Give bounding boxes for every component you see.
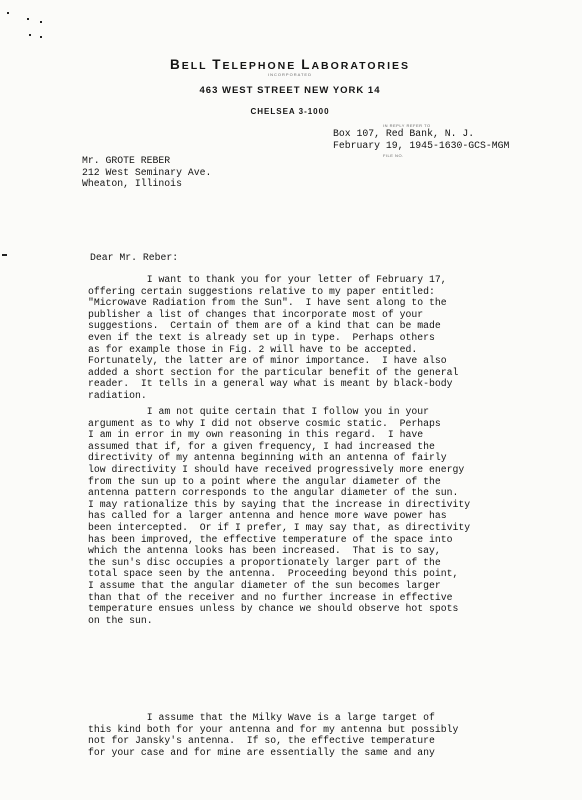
reference-location: Box 107, Red Bank, N. J.: [333, 128, 475, 139]
text-line: than that of the receiver and no further increase in effective: [88, 591, 453, 603]
text-line: I am not quite certain that I follow you in your: [88, 406, 429, 417]
text-line: from the sun up to a point where the angular diameter of the: [88, 475, 441, 487]
scan-speck: [27, 18, 29, 20]
text-line: this kind both for your antenna and for my antenna but possibly: [88, 723, 459, 735]
paragraph-1: [88, 274, 458, 402]
text-line: radiation.: [88, 389, 147, 401]
addressee-line: Mr. GROTE REBER: [82, 155, 171, 166]
addressee-block: [82, 155, 211, 190]
scan-speck: [2, 254, 7, 256]
text-line: directivity of my antenna beginning with an antenna of fairly: [88, 452, 447, 464]
text-line: Fortunately, the latter are of minor importance. I have also: [88, 355, 447, 367]
company-address: 463 WEST STREET NEW YORK 14: [199, 85, 381, 96]
text-line: offering certain suggestions relative to my paper entitled:: [88, 285, 435, 297]
company-phone: CHELSEA 3-1000: [250, 107, 330, 116]
text-line: has been improved, the effective temperature of the space into: [88, 533, 453, 545]
company-name: BELL TELEPHONE LABORATORIES: [169, 57, 411, 72]
text-line: reader. It tells in a general way what is meant by black-body: [88, 378, 453, 390]
scan-speck: [40, 21, 42, 23]
text-line: total space seen by the antenna. Proceeding beyond this point,: [88, 568, 459, 580]
text-line: added a short section for the particular benefit of the general: [88, 366, 459, 378]
refer-to-label: IN REPLY REFER TO: [383, 123, 431, 128]
addressee-line: Wheaton, Illinois: [82, 178, 182, 190]
text-line: which the antenna looks has been increased. That is to say,: [88, 545, 441, 557]
paragraph-2: [88, 406, 470, 626]
text-line: on the sun.: [88, 614, 153, 626]
text-line: for your case and for mine are essentially the same and any: [88, 746, 435, 758]
text-line: assumed that if, for a given frequency, I had increased the: [88, 440, 435, 452]
salutation: Dear Mr. Reber:: [90, 252, 179, 263]
text-line: temperature ensues unless by chance we should observe hot spots: [88, 603, 459, 615]
text-line: "Microwave Radiation from the Sun". I have sent along to the: [88, 297, 447, 309]
scan-speck: [7, 12, 9, 14]
text-line: suggestions. Certain of them are of a kind that can be made: [88, 320, 441, 332]
reference-block: [333, 128, 509, 151]
text-line: low directivity I should have received progressively more energy: [88, 463, 465, 475]
text-line: I want to thank you for your letter of February 17,: [88, 274, 447, 285]
text-line: I assume that the angular diameter of the sun becomes larger: [88, 579, 441, 591]
text-line: argument as to why I did not observe cosmic static. Perhaps: [88, 417, 441, 429]
reference-date: February 19, 1945-1630-GCS-MGM: [333, 139, 510, 151]
file-label: FILE NO.: [383, 153, 404, 158]
text-line: been intercepted. Or if I prefer, I may say that, as directivity: [88, 521, 471, 533]
text-line: I may rationalize this by saying that the increase in directivity: [88, 498, 471, 510]
text-line: I assume that the Milky Wave is a large target of: [88, 712, 435, 723]
text-line: as for example those in Fig. 2 will have to be accepted.: [88, 343, 418, 355]
scan-speck: [29, 34, 31, 36]
text-line: antenna pattern corresponds to the angular diameter of the sun.: [88, 487, 459, 499]
text-line: has called for a larger antenna and hence more wave power has: [88, 510, 447, 522]
text-line: publisher a list of changes that incorporate most of your: [88, 308, 424, 320]
text-line: even if the text is already set up in type. Perhaps others: [88, 331, 435, 343]
text-line: I am in error in my own reasoning in this regard. I have: [88, 429, 424, 441]
text-line: not for Jansky's antenna. If so, the effective temperature: [88, 735, 435, 747]
scan-speck: [40, 36, 42, 38]
paragraph-3: [88, 712, 458, 758]
company-subline: INCORPORATED: [268, 72, 312, 77]
addressee-line: 212 West Seminary Ave.: [82, 166, 212, 178]
text-line: the sun's disc occupies a proportionately larger part of the: [88, 556, 441, 568]
